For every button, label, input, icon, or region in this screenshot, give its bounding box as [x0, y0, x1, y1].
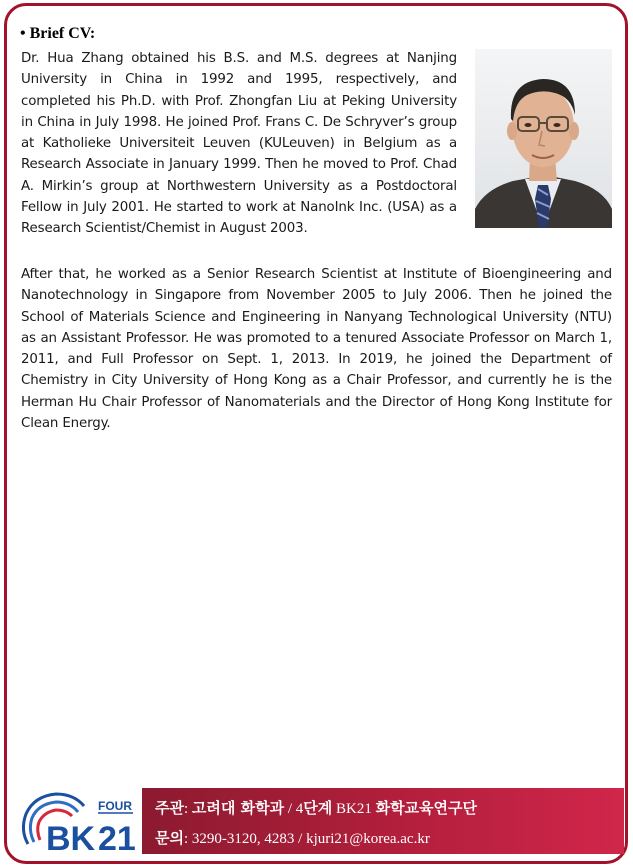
contact-text: : 3290-3120, 4283 / kjuri21@korea.ac.kr — [183, 831, 430, 847]
portrait-photo — [475, 49, 612, 228]
organizer-group: 화학교육연구단 — [375, 799, 478, 817]
logo-21-text: 21 — [98, 820, 136, 856]
logo-bk-text: BK — [46, 820, 96, 856]
organizer-dept: 고려대 화학과 — [191, 799, 285, 817]
footer-organizer-line: 주관: 고려대 화학과 / 4단계 BK21 화학교육연구단 — [155, 799, 478, 817]
brief-cv-heading: • Brief CV: — [20, 25, 96, 42]
cv-paragraph-1: Dr. Hua Zhang obtained his B.S. and M.S. degrees at Nanjing University in China in 1992 and 1995, respectively, and completed his Ph.D. with Prof. Zhongfan Liu at Peking University in China in July 1998. He joined Prof. Frans C. De Schryver’s group at Katholieke Universiteit Leuven (KULeuven) in Belgium as a Research Associate in January 1999. Then he moved to Prof. Chad A. Mirkin’s group at Northwestern University as a Postdoctoral Fellow in July 2001. He started to work at NanoInk Inc. (USA) as a Research Scientist/Chemist in August 2003. — [21, 51, 457, 237]
footer-contact-line — [155, 827, 430, 848]
organizer-label: 주관 — [155, 799, 184, 817]
bk21-four-logo — [18, 786, 140, 856]
logo-four-text: FOUR — [98, 799, 132, 813]
contact-label: 문의 — [155, 829, 184, 847]
cv-paragraph-2: After that, he worked as a Senior Research Scientist at Institute of Bioengineering and Nanotechnology in Singapore from November 2005 to July 2006. Then he joined the School of Materials Science and Engineering in Nanyang Technological University (NTU) as an Assistant Professor. He was promoted to a tenured Associate Professor on March 1, 2011, and Full Professor on Sept. 1, 2013. In 2019, he joined the Department of Chemistry in City University of Hong Kong as a Chair Professor, and currently he is the Herman Hu Chair Professor of Nanomaterials and the Director of Hong Kong Institute for Clean Energy. — [21, 267, 612, 432]
